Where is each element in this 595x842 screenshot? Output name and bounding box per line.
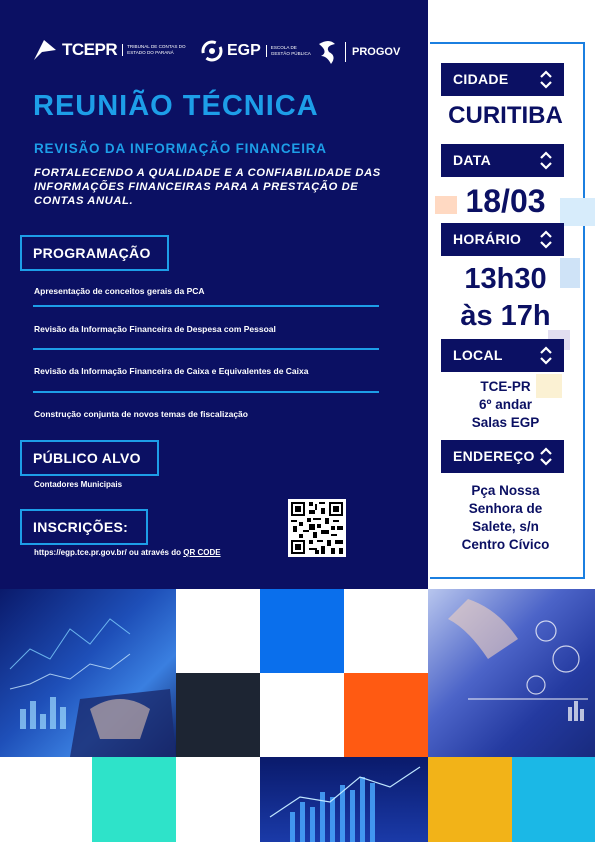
programacao-heading: PROGRAMAÇÃO [20, 235, 169, 271]
local-selector[interactable] [441, 339, 564, 372]
horario-value-start: 13h30 [464, 263, 547, 295]
chart-photo-tile [260, 757, 428, 842]
data-selector[interactable] [441, 144, 564, 177]
data-analytics-graphic [0, 589, 176, 757]
local-line-2: 6º andar [479, 397, 532, 412]
endereco-line-3: Salete, s/n [472, 519, 539, 534]
progov-logo-text: PROGOV [352, 46, 401, 58]
tech-photo-tile [428, 589, 595, 757]
tagline: FORTALECENDO A QUALIDADE E A CONFIABILIDADE DAS INFORMAÇÕES FINANCEIRAS PARA A PRESTAÇÃO DE CONTAS ANUAL. [34, 167, 381, 207]
bar-chart-graphic [260, 757, 428, 842]
egp-logo [200, 38, 312, 64]
progov-divider [345, 42, 346, 62]
endereco-line-4: Centro Cívico [461, 537, 550, 552]
data-value: 18/03 [465, 183, 546, 219]
local-line-3: Salas EGP [471, 415, 540, 430]
endereco-label: ENDEREÇO [453, 448, 535, 464]
progov-logo [315, 38, 400, 66]
qr-code-reference: QR CODE [183, 548, 221, 557]
endereco-line-1: Pça Nossa [471, 483, 540, 498]
progov-emblem-icon [315, 38, 341, 66]
horario-label: HORÁRIO [453, 231, 522, 247]
endereco-selector[interactable] [441, 440, 564, 473]
cidade-label: CIDADE [453, 71, 509, 87]
yellow-square-tile [428, 757, 512, 842]
tcepr-logo-subtitle: TRIBUNAL DE CONTAS DO ESTADO DO PARANÁ [122, 44, 188, 56]
page-title: REUNIÃO TÉCNICA [33, 90, 319, 122]
qr-code[interactable] [288, 499, 346, 557]
teal-square-tile [92, 757, 176, 842]
dark-square-tile [176, 673, 260, 757]
cidade-selector[interactable] [441, 63, 564, 96]
divider [33, 391, 379, 393]
program-item-4: Construção conjunta de novos temas de fiscalização [34, 409, 248, 419]
egp-emblem-icon [200, 38, 224, 64]
publico-alvo-heading: PÚBLICO ALVO [20, 440, 159, 476]
up-down-chevron-icon [538, 440, 554, 473]
fintech-graphic [428, 589, 595, 757]
orange-square-tile [344, 673, 428, 757]
horario-selector[interactable] [441, 223, 564, 256]
inscricoes-link[interactable]: https://egp.tce.pr.gov.br/ ou através do [34, 548, 184, 557]
up-down-chevron-icon [538, 339, 554, 372]
divider [33, 348, 379, 350]
data-label: DATA [453, 152, 492, 168]
egp-logo-text: EGP [227, 42, 261, 59]
horario-value-end: às 17h [460, 300, 551, 332]
program-item-3: Revisão da Informação Financeira de Caixa e Equivalentes de Caixa [34, 366, 309, 376]
local-label: LOCAL [453, 347, 503, 363]
up-down-chevron-icon [538, 223, 554, 256]
cyan-square-tile [512, 757, 595, 842]
up-down-chevron-icon [538, 63, 554, 96]
inscricoes-text [34, 548, 221, 557]
tcepr-logo [32, 38, 188, 62]
tcepr-emblem-icon [32, 38, 58, 62]
laptop-photo-tile [0, 589, 176, 757]
logo-bar [32, 38, 412, 72]
inscricoes-heading: INSCRIÇÕES: [20, 509, 148, 545]
program-item-1: Apresentação de conceitos gerais da PCA [34, 286, 205, 296]
publico-alvo-text: Contadores Municipais [34, 480, 123, 489]
divider [33, 305, 379, 307]
page-subtitle: REVISÃO DA INFORMAÇÃO FINANCEIRA [34, 141, 327, 156]
blue-square-tile [260, 589, 344, 673]
local-line-1: TCE-PR [480, 379, 531, 394]
egp-logo-subtitle: ESCOLA DE GESTÃO PÚBLICA [266, 45, 312, 57]
qr-code-icon [291, 502, 343, 554]
endereco-line-2: Senhora de [468, 501, 543, 516]
cidade-value: CURITIBA [448, 102, 563, 129]
up-down-chevron-icon [538, 144, 554, 177]
program-item-2: Revisão da Informação Financeira de Despesa com Pessoal [34, 324, 276, 334]
tcepr-logo-text: TCEPR [62, 40, 118, 59]
